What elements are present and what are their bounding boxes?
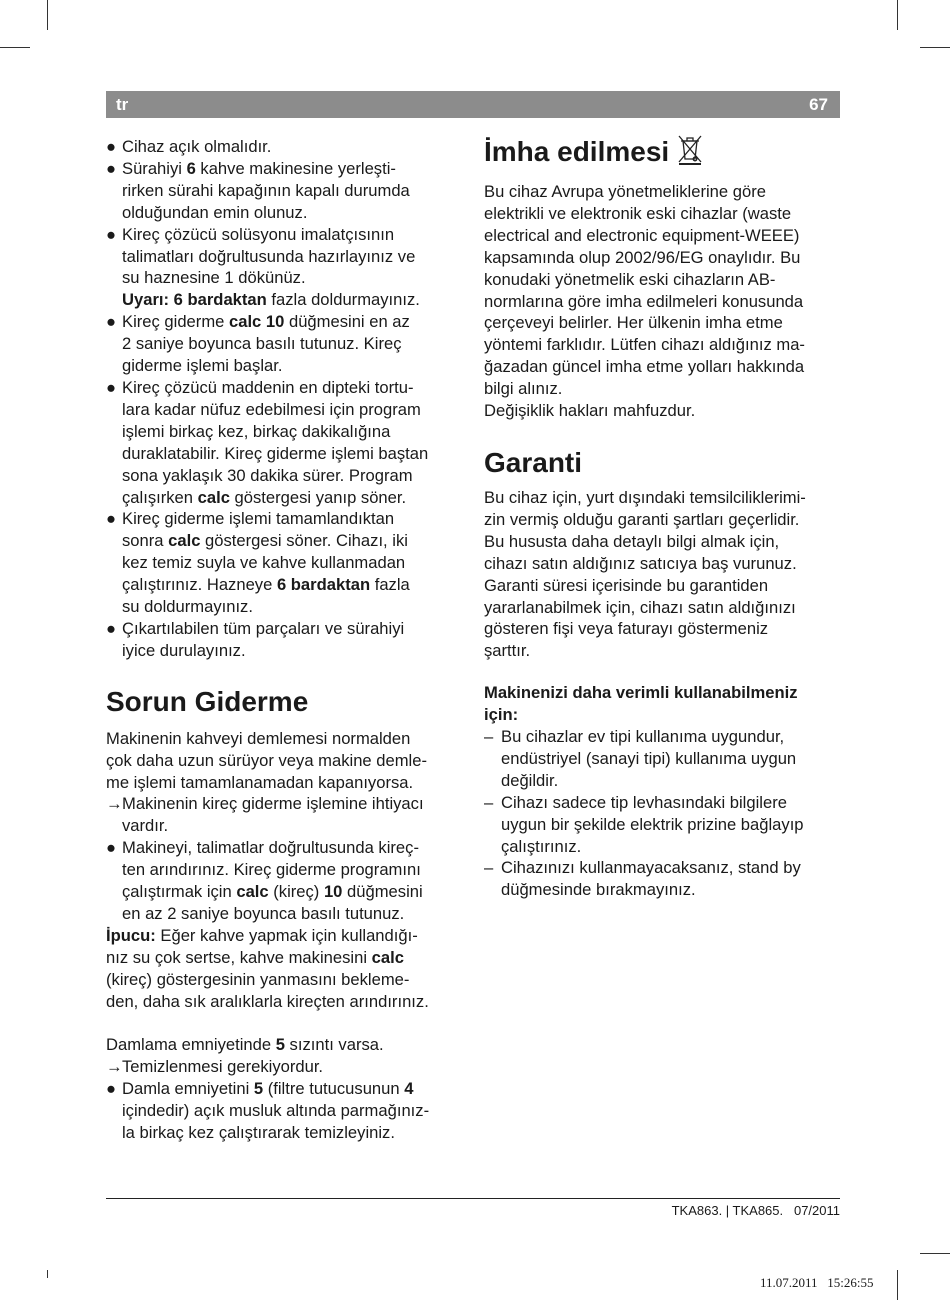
crop-mark <box>47 0 48 30</box>
text-line: duraklatabilir. Kireç giderme işlemi baştan <box>122 443 429 463</box>
heading-text: Sorun Giderme <box>106 685 309 717</box>
text-line: Bu cihaz Avrupa yönetmeliklerine göre <box>484 182 766 201</box>
text-line: şarttır. <box>484 641 531 661</box>
text-line: nız su çok sertse, kahve makinesini calc <box>106 947 404 967</box>
bold-text: calc <box>371 947 404 967</box>
section-heading <box>484 132 844 176</box>
bold-text: 10 <box>323 882 343 902</box>
paragraph <box>106 728 466 794</box>
bullet-marker-icon: ● <box>106 158 117 178</box>
text-line: çok daha uzun sürüyor veya makine demle- <box>106 750 427 770</box>
text-line: Damla emniyetini 5 (filtre tutucusunun 4 <box>122 1079 414 1099</box>
heading-text: İmha edilmesi <box>484 136 670 167</box>
text-line: Çıkartılabilen tüm parçaları ve sürahiyi <box>122 618 405 638</box>
crop-mark <box>897 1270 898 1300</box>
crop-mark <box>47 1270 48 1278</box>
page-header-bar <box>106 91 840 118</box>
text-line: çalışırken calc göstergesi yanıp söner. <box>122 487 407 507</box>
bold-text: 4 <box>404 1079 414 1099</box>
text-line: Garanti süresi içerisinde bu garantiden <box>484 575 769 595</box>
bullet-item <box>106 837 466 925</box>
bullet-item <box>106 136 466 158</box>
section-heading <box>106 682 466 722</box>
text-line: Cihazınızı kullanmayacaksanız, stand by <box>501 858 801 878</box>
dash-item <box>484 792 844 858</box>
text-line: Kireç çözücü solüsyonu imalatçısının <box>122 224 395 244</box>
text-line: çalıştırınız. <box>501 836 582 856</box>
text-line: olduğundan emin olunuz. <box>122 202 308 222</box>
text-line: elektrikli ve elektronik eski cihazlar (waste <box>484 203 792 223</box>
heading-text: Garanti <box>484 446 583 478</box>
bullet-item <box>106 1078 466 1144</box>
text-line: vardır. <box>122 816 169 836</box>
paragraph <box>106 1034 466 1056</box>
text-line: Kireç giderme calc 10 düğmesini en az <box>122 312 410 332</box>
bullet-marker-icon: ● <box>106 1079 117 1099</box>
text-line: rirken sürahi kapağının kapalı durumda <box>122 180 410 200</box>
text-line: çalıştırmak için calc (kireç) 10 düğmesini <box>122 882 423 902</box>
text-line: lara kadar nüfuz edebilmesi için program <box>122 399 421 419</box>
text-line: gösteren fişi veya faturayı göstermeniz <box>484 619 769 639</box>
footer-models-date: TKA863. | TKA865. 07/2011 <box>671 1203 840 1218</box>
dash-marker-icon: – <box>484 858 494 878</box>
dash-marker-icon: – <box>484 727 494 747</box>
text-line: yararlanabilmek için, cihazı satın aldığınızı <box>484 597 796 617</box>
text-line: su haznesine 1 dökünüz. <box>122 268 306 288</box>
bullet-item <box>106 311 466 377</box>
text-line: Temizlenmesi gerekiyordur. <box>122 1057 324 1077</box>
bold-text: calc <box>197 487 230 507</box>
text-line: Bu cihazlar ev tipi kullanıma uygundur, <box>501 727 785 747</box>
bold-text: calc 10 <box>228 312 285 332</box>
text-line: yöntemi farklıdır. Lütfen cihazı aldığınız ma- <box>484 335 805 355</box>
dash-marker-icon: – <box>484 792 494 812</box>
text-line: işlemi birkaç kez, birkaç dakikalığına <box>122 421 391 441</box>
text-line: Bu hususta daha detaylı bilgi almak için, <box>484 531 780 551</box>
bold-text: Uyarı: 6 bardaktan <box>122 290 267 310</box>
bullet-item <box>106 158 466 224</box>
dash-item <box>484 726 844 792</box>
bullet-item <box>106 508 466 618</box>
text-line: (kireç) göstergesinin yanmasını bekleme- <box>106 969 410 989</box>
text-line: kapsamında olup 2002/96/EG onaylıdır. Bu <box>484 247 801 267</box>
text-line: kez temiz suyla ve kahve kullanmadan <box>122 553 406 573</box>
text-line: Bu cihaz için, yurt dışındaki temsilciliklerimi- <box>484 487 806 507</box>
bold-text: 6 <box>186 158 196 178</box>
text-line: Makinenizi daha verimli kullanabilmeniz <box>484 683 798 703</box>
text-line: İpucu: Eğer kahve yapmak için kullandığı- <box>106 925 418 945</box>
text-line: uygun bir şekilde elektrik prizine bağlayıp <box>501 814 804 834</box>
text-line: zin vermiş olduğu garanti şartları geçerlidir. <box>484 509 800 529</box>
crop-mark <box>920 47 950 48</box>
text-line: Cihazı sadece tip levhasındaki bilgilere <box>501 792 787 812</box>
text-line: çerçeveyi belirler. Her ülkenin imha etme <box>484 313 783 333</box>
paragraph <box>484 181 844 422</box>
text-line: için: <box>484 705 519 725</box>
bullet-marker-icon: ● <box>106 312 117 332</box>
crop-mark <box>897 0 898 30</box>
text-line: sona yaklaşık 30 dakika sürer. Program <box>122 465 413 485</box>
dash-item <box>484 857 844 901</box>
text-line: Makinenin kahveyi demlemesi normalden <box>106 728 411 748</box>
text-line: içindedir) açık musluk altında parmağınız- <box>122 1101 430 1121</box>
text-line: Damlama emniyetinde 5 sızıntı varsa. <box>106 1035 384 1055</box>
bullet-marker-icon: ● <box>106 509 117 529</box>
bullet-item <box>106 377 466 508</box>
bold-text: İpucu: <box>106 925 156 945</box>
section-heading <box>484 443 844 483</box>
text-line: sonra calc göstergesi söner. Cihazı, iki <box>122 531 408 551</box>
weee-crossed-bin-icon <box>677 135 703 176</box>
text-line: Makineyi, talimatlar doğrultusunda kireç- <box>122 838 419 858</box>
text-line: Kireç giderme işlemi tamamlandıktan <box>122 509 395 529</box>
page-number: 67 <box>809 95 828 114</box>
text-line: iyice durulayınız. <box>122 640 246 660</box>
text-line: den, daha sık aralıklarla kireçten arındırınız. <box>106 991 429 1011</box>
bullet-marker-icon: ● <box>106 137 117 156</box>
text-line: cihazı satın aldığınız satıcıya baş vurunuz. <box>484 553 797 573</box>
arrow-marker-icon: → <box>106 794 123 814</box>
text-line: bilgi alınız. <box>484 379 563 399</box>
text-line: ten arındırınız. Kireç giderme programını <box>122 860 421 880</box>
arrow-marker-icon: → <box>106 1057 123 1077</box>
text-line: Kireç çözücü maddenin en dipteki tortu- <box>122 377 414 397</box>
bold-text: calc <box>236 882 269 902</box>
footer-divider <box>106 1198 840 1199</box>
text-line: en az 2 saniye boyunca basılı tutunuz. <box>122 904 405 923</box>
left-column <box>106 136 466 1144</box>
bold-text: 5 <box>253 1079 264 1099</box>
text-line: Uyarı: 6 bardaktan fazla doldurmayınız. <box>122 290 420 310</box>
text-line: electrical and electronic equipment-WEEE) <box>484 225 800 245</box>
text-line: la birkaç kez çalıştırarak temizleyiniz. <box>122 1123 395 1143</box>
bullet-item <box>106 224 466 312</box>
arrow-item <box>106 1056 466 1078</box>
text-line: konudaki yönetmelik eski cihazların AB- <box>484 269 776 289</box>
right-column <box>484 136 844 901</box>
text-line: Sürahiyi 6 kahve makinesine yerleşti- <box>122 158 396 178</box>
text-line: normlarına göre imha edilmeleri konusunda <box>484 291 804 311</box>
bullet-marker-icon: ● <box>106 838 117 858</box>
bold-text: 5 <box>275 1035 285 1055</box>
paragraph <box>484 487 844 662</box>
language-code: tr <box>116 95 129 114</box>
text-line: düğmesinde bırakmayınız. <box>501 880 696 900</box>
bullet-marker-icon: ● <box>106 377 117 397</box>
text-line: talimatları doğrultusunda hazırlayınız ve <box>122 246 416 266</box>
text-line: çalıştırınız. Hazneye 6 bardaktan fazla <box>122 575 410 595</box>
crop-mark <box>0 47 30 48</box>
bullet-marker-icon: ● <box>106 224 117 244</box>
bold-text: calc <box>168 531 201 551</box>
text-line: endüstriyel (sanayi tipi) kullanıma uygun <box>501 748 797 768</box>
bullet-item <box>106 618 466 662</box>
text-line: ğazadan güncel imha etme yolları hakkında <box>484 357 805 377</box>
text-line: Değişiklik hakları mahfuzdur. <box>484 401 696 421</box>
text-line: Cihaz açık olmalıdır. <box>122 137 272 156</box>
text-line: su doldurmayınız. <box>122 597 253 617</box>
subheading <box>484 682 844 726</box>
text-line: değildir. <box>501 770 559 790</box>
paragraph <box>106 925 466 1013</box>
text-line: giderme işlemi başlar. <box>122 356 283 376</box>
bullet-marker-icon: ● <box>106 618 117 638</box>
text-line: 2 saniye boyunca basılı tutunuz. Kireç <box>122 334 402 354</box>
print-timestamp: 11.07.2011 15:26:55 <box>760 1275 874 1290</box>
bold-text: 6 bardaktan <box>276 575 371 595</box>
arrow-item <box>106 793 466 837</box>
spacer <box>106 1013 466 1035</box>
crop-mark <box>920 1253 950 1254</box>
text-line: me işlemi tamamlanamadan kapanıyorsa. <box>106 772 414 792</box>
text-line: Makinenin kireç giderme işlemine ihtiyacı <box>122 794 424 814</box>
